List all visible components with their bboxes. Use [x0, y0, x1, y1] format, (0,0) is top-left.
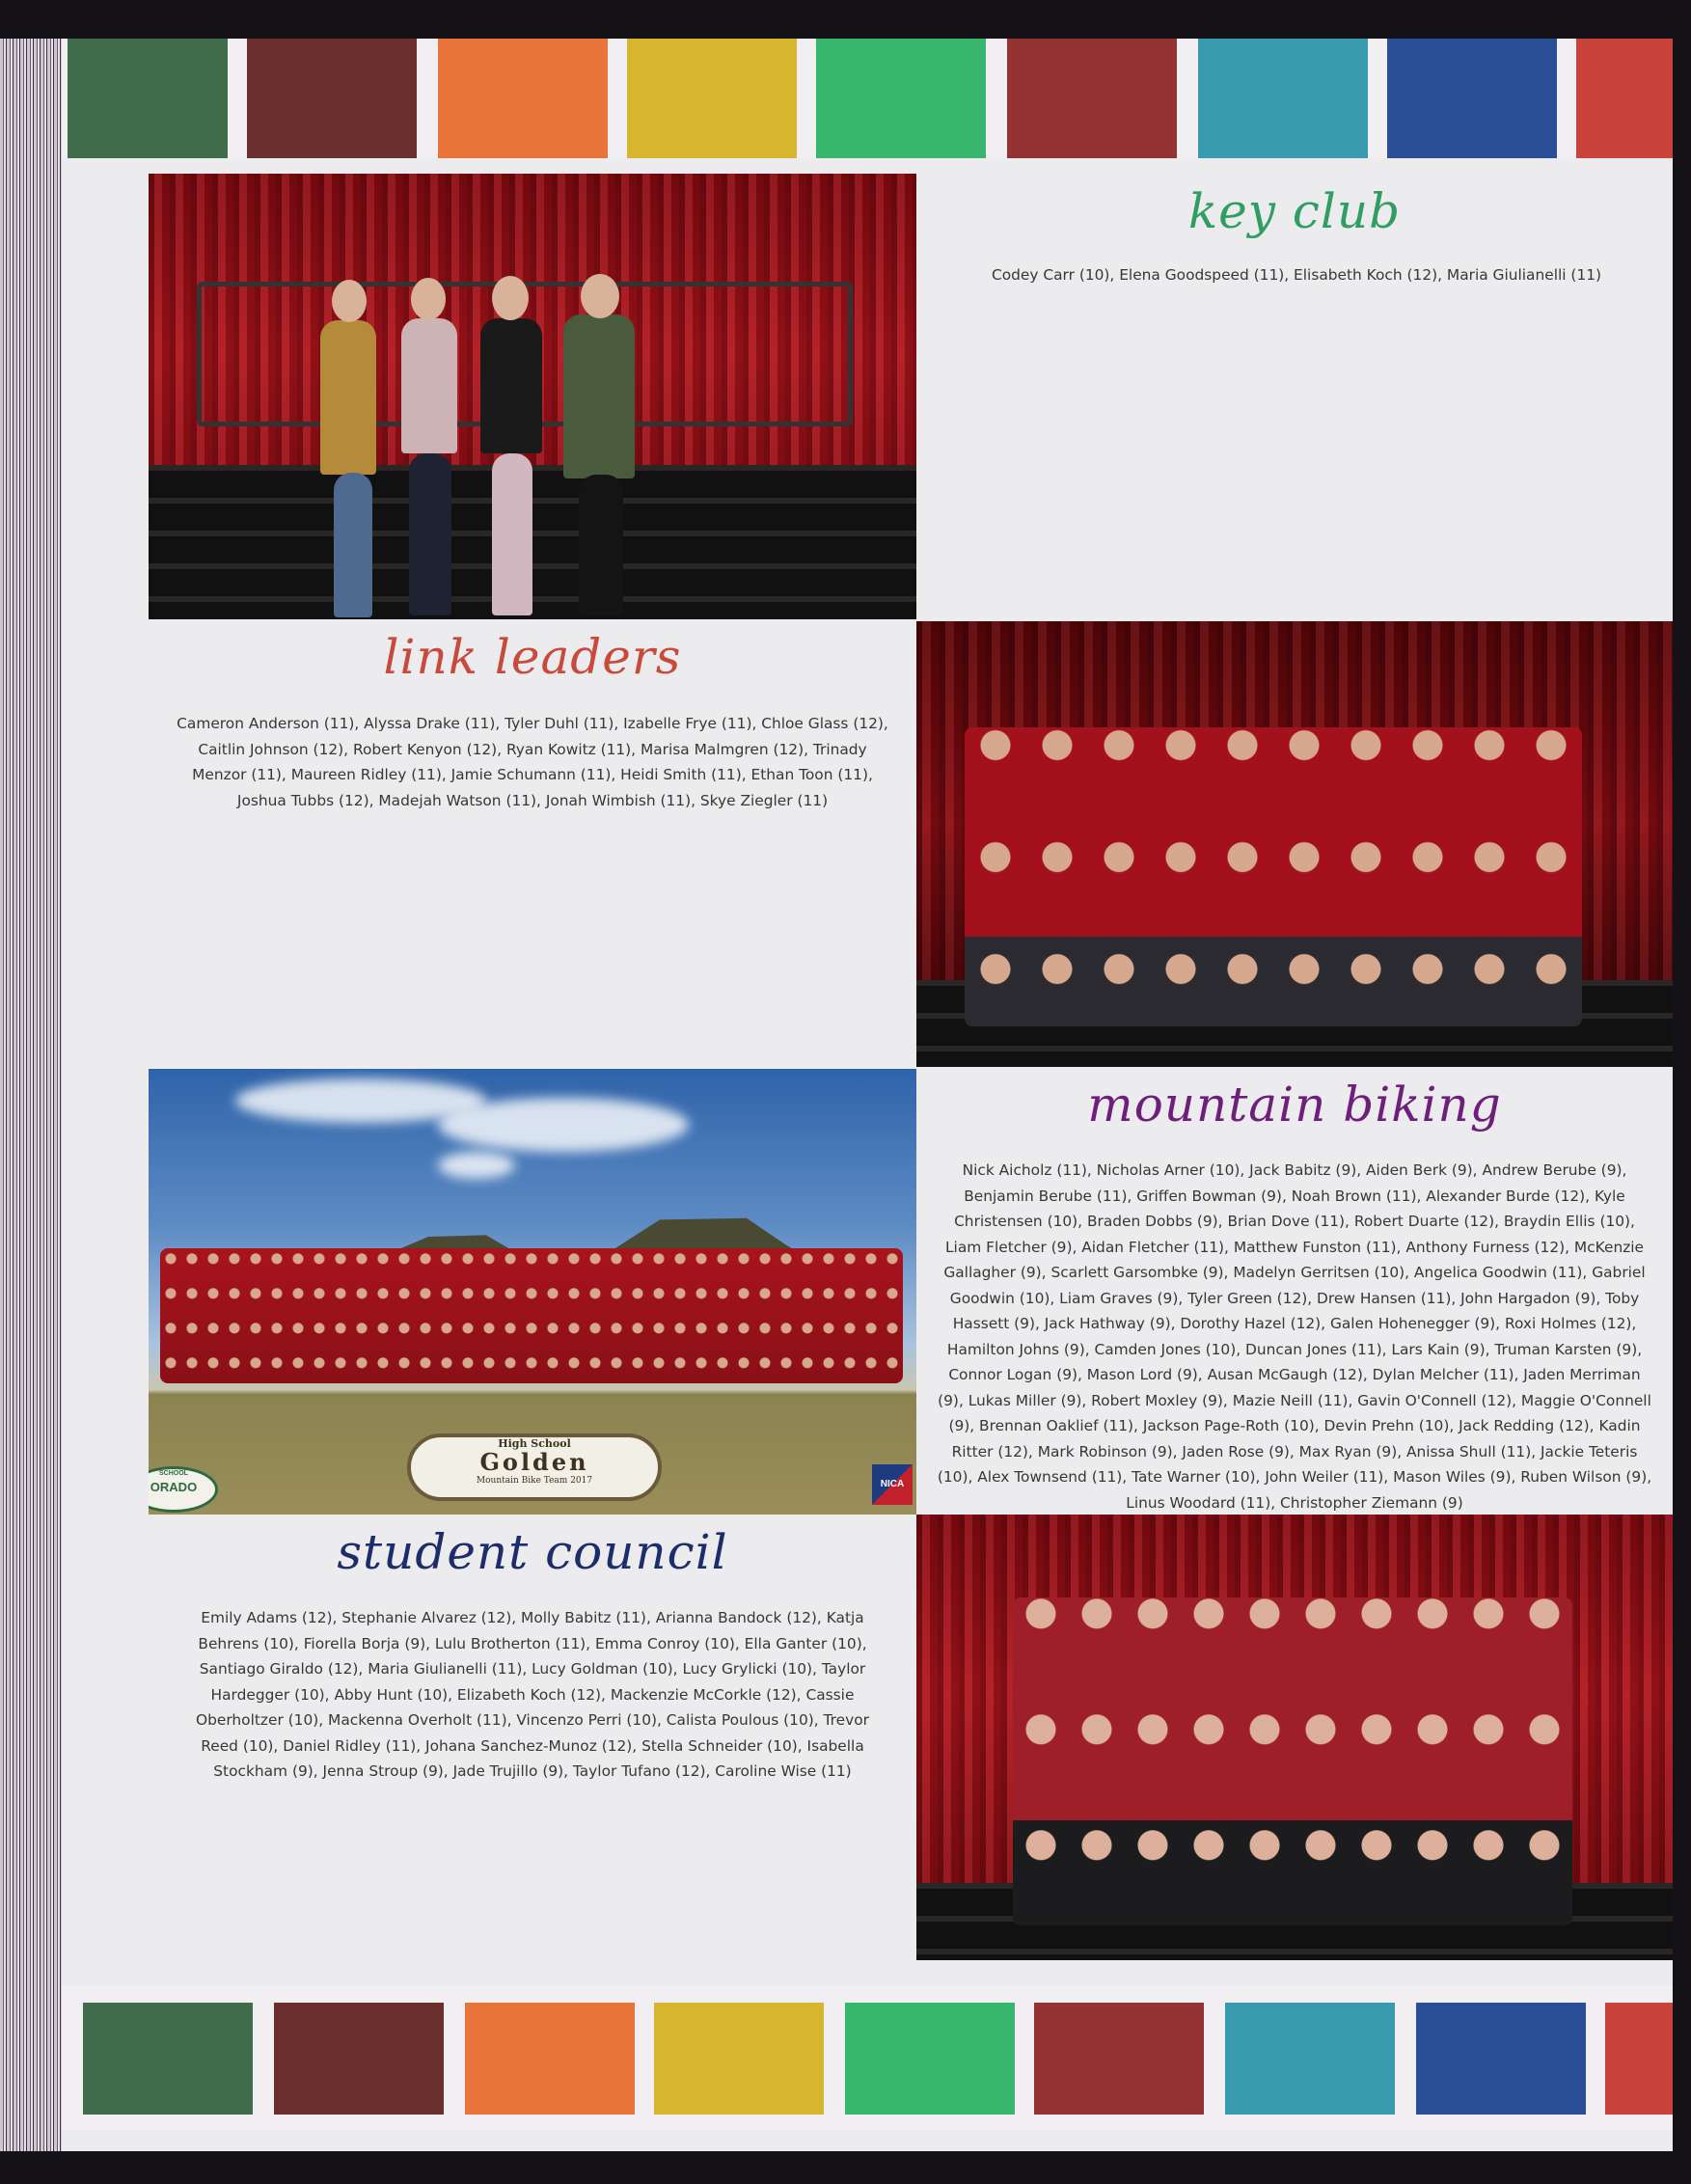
- link-leaders-heading: link leaders: [383, 629, 682, 685]
- bottom-swatch-row: [62, 1985, 1673, 2130]
- swatch-green: [68, 39, 228, 158]
- swatch-orange: [438, 39, 608, 158]
- swatch-maroon: [1034, 2003, 1204, 2115]
- key-club-heading: key club: [1187, 183, 1402, 239]
- swatch-mint: [816, 39, 986, 158]
- swatch-brown: [274, 2003, 444, 2115]
- swatch-brown: [247, 39, 417, 158]
- swatch-orange: [465, 2003, 635, 2115]
- swatch-yellow: [654, 2003, 824, 2115]
- swatch-red: [1605, 2003, 1673, 2115]
- student-council-photo: [916, 1515, 1673, 1960]
- swatch-teal: [1225, 2003, 1395, 2115]
- nica-logo: NICA: [872, 1464, 913, 1505]
- link-leaders-photo: [916, 621, 1673, 1067]
- swatch-teal: [1198, 39, 1368, 158]
- mountain-biking-heading: mountain biking: [1087, 1077, 1502, 1133]
- student-figure: [320, 320, 376, 475]
- mountain-biking-photo: [149, 1069, 916, 1515]
- group-of-students: [1013, 1597, 1572, 1925]
- swatch-red: [1576, 39, 1673, 158]
- swatch-maroon: [1007, 39, 1177, 158]
- top-swatch-row: [62, 39, 1673, 158]
- league-logo: SCHOOL ORADO: [149, 1466, 218, 1513]
- student-council-heading: student council: [337, 1524, 728, 1580]
- student-figure: [563, 314, 635, 478]
- bike-team: [160, 1248, 903, 1383]
- swatch-blue: [1416, 2003, 1586, 2115]
- page-edge-stack: [0, 39, 68, 2151]
- student-figure: [480, 318, 542, 453]
- yearbook-page: [62, 39, 1673, 2151]
- swatch-blue: [1387, 39, 1557, 158]
- swatch-green: [83, 2003, 253, 2115]
- key-club-photo: [149, 174, 916, 619]
- group-of-students: [965, 727, 1582, 1026]
- swatch-mint: [845, 2003, 1015, 2115]
- swatch-yellow: [627, 39, 797, 158]
- student-figure: [401, 318, 457, 453]
- team-badge: High School Golden Mountain Bike Team 2017: [407, 1433, 662, 1501]
- key-club-names: Codey Carr (10), Elena Goodspeed (11), Elisabeth Koch (12), Maria Giulianelli (11): [991, 266, 1602, 284]
- mountain-biking-names: Nick Aicholz (11), Nicholas Arner (10), Jack Babitz (9), Aiden Berk (9), Andrew Berube (9), Benjamin Berube (11), Griffen Bowman (9), Noah Brown (11), Alexander Burde (12), Kyle Christensen (10), Braden Dobbs (9), Brian Dove (11), Robert Duarte (12), Braydin Ellis (10), Liam Fletcher (9), Aidan Fletcher (11), Matthew Funston (11), Anthony Furness (12), McKenzie Gallagher (9), Scarlett Garsombke (9), Madelyn Gerritsen (10), Angelica Goodwin (11), Gabriel Goodwin (10), Liam Graves (9), Tyler Green (12), Drew Hansen (11), John Hargadon (9), Toby Hassett (9), Jack Hathway (9), Dorothy Hazel (12), Galen Hohenegger (9), Roxi Holmes (12), Hamilton Johns (9), Camden Jones (10), Duncan Jones (11), Lars Kain (9), Truman Karsten (9), Connor Logan (9), Mason Lord (9), Ausan McGaugh (12), Dylan Melcher (11), Jaden Merriman (9), Lukas Miller (9), Robert Moxley (9), Mazie Neill (11), Gavin O'Connell (12), Maggie O'Connell (9), Brennan Oaklief (11), Jackson Page-Roth (10), Devin Prehn (10), Jack Redding (12), Kadin Ritter (12), Mark Robinson (9), Jaden Rose (9), Max Ryan (9), Anissa Shull (11), Jackie Teteris (10), Alex Townsend (11), Tate Warner (10), John Weiler (11), Mason Wiles (9), Ruben Wilson (9), Linus Woodard (11), Christopher Ziemann (9): [937, 1161, 1652, 1512]
- student-council-names: Emily Adams (12), Stephanie Alvarez (12), Molly Babitz (11), Arianna Bandock (12), Katja Behrens (10), Fiorella Borja (9), Lulu Brotherton (11), Emma Conroy (10), Ella Ganter (10), Santiago Giraldo (12), Maria Giulianelli (11), Lucy Goldman (10), Lucy Grylicki (10), Taylor Hardegger (10), Abby Hunt (10), Elizabeth Koch (12), Mackenzie McCorkle (12), Cassie Oberholtzer (10), Mackenna Overholt (11), Vincenzo Perri (10), Calista Poulous (10), Trevor Reed (10), Daniel Ridley (11), Johana Sanchez-Munoz (12), Stella Schneider (10), Isabella Stockham (9), Jenna Stroup (9), Jade Trujillo (9), Taylor Tufano (12), Caroline Wise (11): [196, 1609, 869, 1780]
- link-leaders-names: Cameron Anderson (11), Alyssa Drake (11), Tyler Duhl (11), Izabelle Frye (11), Chloe Glass (12), Caitlin Johnson (12), Robert Kenyon (12), Ryan Kowitz (11), Marisa Malmgren (12), Trinady Menzor (11), Maureen Ridley (11), Jamie Schumann (11), Heidi Smith (11), Ethan Toon (11), Joshua Tubbs (12), Madejah Watson (11), Jonah Wimbish (11), Skye Ziegler (11): [177, 715, 888, 809]
